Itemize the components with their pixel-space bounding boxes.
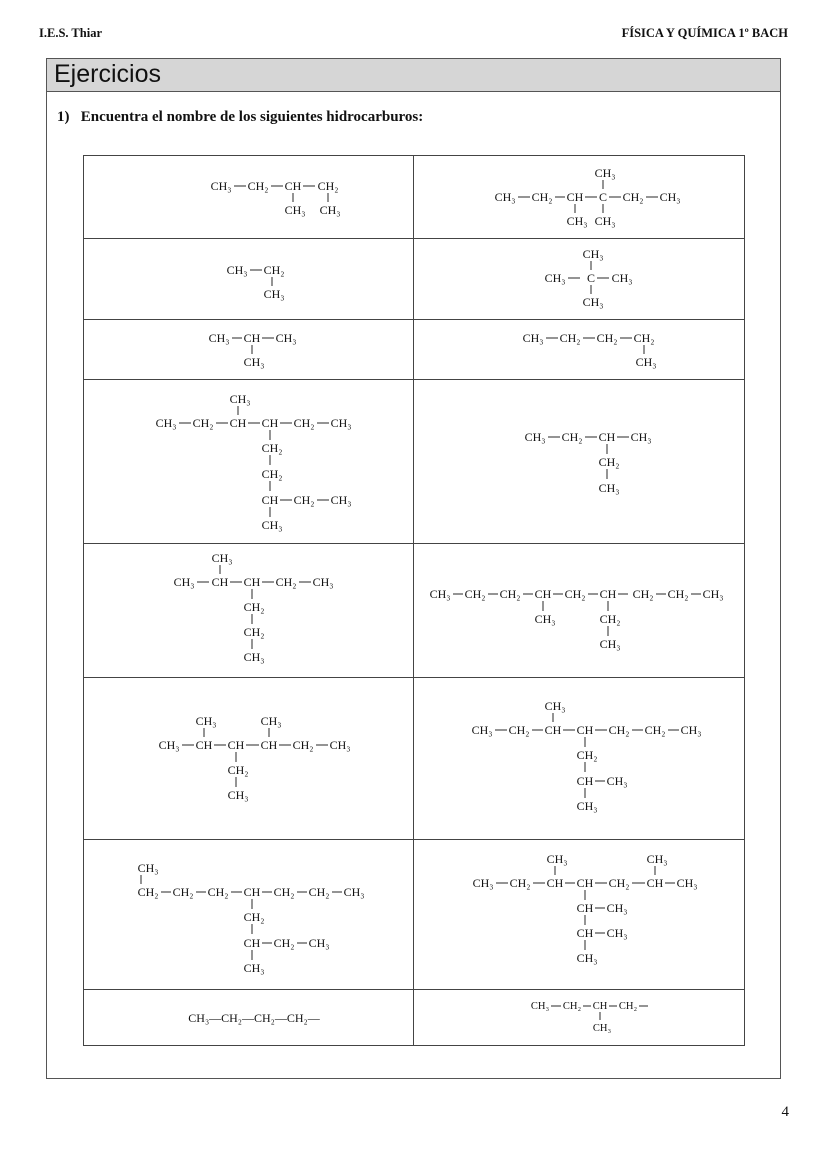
group: CH₃ [313, 575, 334, 589]
group: CH₂ [208, 885, 229, 899]
formula-cell-2 [413, 156, 744, 239]
formula-cell-12 [413, 678, 744, 840]
group: CH₃ [630, 429, 652, 444]
group: CH₂ [309, 885, 330, 899]
group: CH₃ [582, 295, 604, 309]
group: CH₂ [244, 600, 265, 614]
group: CH₂ [193, 415, 214, 430]
group: CH₃ [196, 713, 217, 728]
group: CH₃ [635, 354, 657, 369]
formula-cell-9 [84, 544, 414, 678]
page-number: 4 [781, 1104, 789, 1120]
group: CH [244, 575, 261, 589]
formula-grid [83, 155, 745, 1046]
group: CH₂ [559, 330, 581, 345]
group: CH₃ [566, 214, 588, 228]
group: CH₃ [594, 214, 616, 228]
group: CH₂ [294, 492, 315, 507]
group: CH₂ [248, 179, 269, 193]
group: CH [592, 1000, 608, 1012]
group: CH₂ [508, 723, 530, 737]
formula-cell-3 [84, 239, 414, 320]
formula-cell-15 [84, 990, 414, 1046]
group: C [598, 190, 607, 204]
group: CH₃ [344, 885, 365, 899]
group: CH₃ [598, 480, 620, 495]
group: CH₃ [227, 263, 248, 277]
formula-cell-5 [84, 320, 414, 380]
group: CH₂ [262, 466, 283, 481]
group: CH₂ [562, 1000, 582, 1012]
group: CH₃ [331, 492, 352, 507]
group: CH₃ [331, 415, 352, 430]
group: CH₃ [611, 271, 633, 285]
section-title: Ejercicios [54, 60, 161, 88]
group: CH₃ [594, 166, 616, 180]
group: CH₃ [676, 875, 698, 890]
group: CH₂ [632, 586, 654, 601]
group: CH₂ [622, 190, 644, 204]
group: CH₃ [659, 190, 681, 204]
group: CH₃ [494, 190, 516, 204]
group: CH₂ [294, 415, 315, 430]
linear-formula: CH₃—CH₂—CH₂—CH₂— [188, 1010, 321, 1025]
group: CH₃ [534, 611, 556, 626]
group: CH [196, 737, 213, 752]
group: CH [546, 875, 564, 890]
group: CH [262, 415, 279, 430]
group: CH₃ [244, 354, 265, 369]
group: CH₃ [702, 586, 724, 601]
formula-cell-14 [413, 840, 744, 990]
group: CH [244, 936, 261, 950]
group: CH₃ [261, 713, 282, 728]
group: CH₃ [471, 723, 493, 737]
group: CH₃ [606, 925, 628, 940]
group: CH [576, 723, 594, 737]
group: CH [212, 575, 229, 589]
group: CH₂ [598, 454, 620, 469]
group: CH [598, 429, 616, 444]
group: CH [244, 885, 261, 899]
group: CH₃ [530, 1000, 550, 1012]
formula-cell-8 [413, 380, 744, 544]
group: CH₃ [606, 900, 628, 915]
group: CH₂ [274, 936, 295, 950]
group: CH₂ [633, 330, 655, 345]
group: CH₂ [608, 875, 630, 890]
group: CH₃ [156, 415, 177, 430]
group: CH₂ [531, 190, 553, 204]
question-number: 1) [57, 109, 70, 125]
formula-cell-7 [84, 380, 414, 544]
group: CH₃ [264, 287, 285, 301]
group: CH₃ [524, 429, 546, 444]
group: CH₂ [644, 723, 666, 737]
group: CH₃ [244, 961, 265, 975]
group: CH₂ [667, 586, 689, 601]
group: CH [228, 737, 245, 752]
group: CH₂ [274, 885, 295, 899]
course-name: FÍSICA Y QUÍMICA 1º BACH [621, 26, 788, 40]
group: CH₃ [159, 737, 180, 752]
school-name: I.E.S. Thiar [39, 26, 102, 40]
group: CH [262, 492, 279, 507]
group: CH₃ [230, 391, 251, 406]
group: CH₃ [599, 636, 621, 651]
group: CH [244, 330, 261, 345]
group: CH₂ [228, 762, 249, 777]
group: CH [576, 900, 594, 915]
group: CH [576, 925, 594, 940]
group: CH₂ [264, 263, 285, 277]
group: CH₃ [544, 699, 566, 713]
group: CH₃ [211, 179, 232, 193]
group: CH₃ [576, 799, 598, 813]
group: CH₃ [138, 861, 159, 875]
group: CH [576, 774, 594, 788]
group: CH₃ [330, 737, 351, 752]
group: CH₃ [285, 203, 306, 217]
formula-cell-4 [413, 239, 744, 320]
group: CH₃ [244, 650, 265, 664]
group: CH₃ [174, 575, 195, 589]
group: CH₃ [429, 586, 451, 601]
group: CH [534, 586, 552, 601]
group: C [586, 271, 595, 285]
group: CH₂ [293, 737, 314, 752]
formula-cell-1 [84, 156, 414, 239]
group: CH₂ [244, 625, 265, 639]
group: CH₃ [606, 774, 628, 788]
formula-cell-11 [84, 678, 414, 840]
group: CH [544, 723, 562, 737]
group: CH₂ [499, 586, 521, 601]
group: CH₂ [173, 885, 194, 899]
question-text: Encuentra el nombre de los siguientes hidrocarburos: [80, 109, 424, 125]
group: CH₃ [472, 875, 494, 890]
group: CH₃ [228, 787, 249, 802]
group: CH [576, 875, 594, 890]
group: CH₂ [596, 330, 618, 345]
section-title-bar [47, 59, 780, 92]
group: CH₂ [464, 586, 486, 601]
group: CH₂ [564, 586, 586, 601]
group: CH₂ [576, 748, 598, 762]
group: CH [230, 415, 247, 430]
group: CH₃ [576, 950, 598, 965]
group: CH [566, 190, 584, 204]
group: CH₃ [212, 551, 233, 565]
group: CH₃ [546, 851, 568, 866]
group: CH₃ [309, 936, 330, 950]
group: CH₃ [544, 271, 566, 285]
group: CH₃ [646, 851, 668, 866]
group: CH₂ [262, 440, 283, 455]
group: CH₂ [138, 885, 159, 899]
formula-cell-16 [413, 990, 744, 1046]
group: CH₃ [592, 1022, 612, 1034]
group: CH₃ [680, 723, 702, 737]
group: CH₂ [618, 1000, 638, 1012]
question [57, 109, 423, 126]
group: CH₃ [209, 330, 230, 345]
group: CH₂ [561, 429, 583, 444]
group: CH [285, 179, 302, 193]
group: CH₂ [608, 723, 630, 737]
group: CH [646, 875, 664, 890]
formula-cell-10 [413, 544, 744, 678]
formula-cell-6 [413, 320, 744, 380]
group: CH₃ [320, 203, 341, 217]
group: CH₃ [522, 330, 544, 345]
formula-cell-13 [84, 840, 414, 990]
group: CH [261, 737, 278, 752]
group: CH₂ [318, 179, 339, 193]
group: CH₂ [509, 875, 531, 890]
group: CH [599, 586, 617, 601]
group: CH₃ [262, 517, 283, 532]
group: CH₂ [276, 575, 297, 589]
group: CH₃ [582, 247, 604, 261]
group: CH₂ [244, 910, 265, 924]
group: CH₂ [599, 611, 621, 626]
group: CH₃ [276, 330, 297, 345]
